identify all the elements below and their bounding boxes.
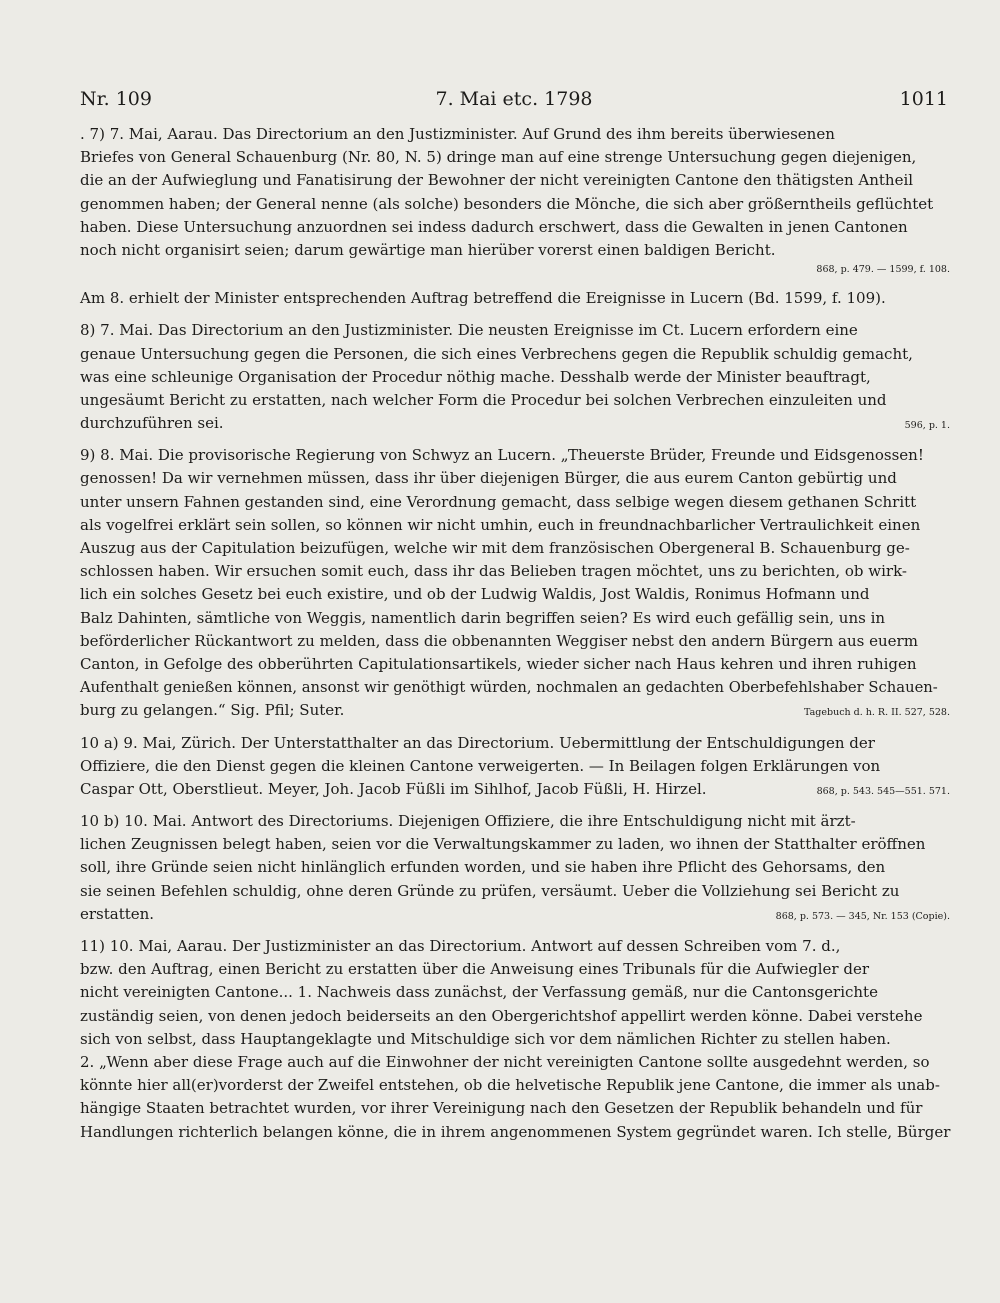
line-text: was eine schleunige Organisation der Procedur nöthig mache. Desshalb werde der Minister beauftragt, (80, 367, 871, 386)
line-text: 10 b) 10. Mai. Antwort des Directoriums. Diejenigen Offiziere, die ihre Entschuldigung nicht mit ärzt- (80, 812, 856, 831)
line-text: 11) 10. Mai, Aarau. Der Justizminister an das Directorium. Antwort auf dessen Schreiben vom 7. d., (80, 937, 841, 955)
text-line (80, 1028, 950, 1051)
text-line (80, 958, 950, 981)
text-line (80, 732, 950, 755)
line-text: die an der Aufwieglung und Fanatisirung der Bewohner der nicht vereinigten Cantone den thätigsten Antheil (80, 171, 914, 190)
line-text: burg zu gelangen.“ Sig. Pfil; Suter. (80, 701, 345, 720)
text-line (80, 630, 950, 653)
text-line (80, 653, 950, 676)
line-text: soll, ihre Gründe seien nicht hinlänglich erfunden worden, und sie haben ihre Pflicht des Gehorsams, den (80, 858, 886, 877)
text-line (80, 514, 950, 537)
source-reference: 868, p. 479. — 1599, f. 108. (816, 264, 950, 276)
line-text: Briefes von General Schauenburg (Nr. 80, N. 5) dringe man auf eine strenge Untersuchung gegen diejenigen, (80, 148, 917, 167)
line-text: sie seinen Befehlen schuldig, ohne deren Gründe zu prüfen, versäumt. Ueber die Vollziehung sei Bericht zu (80, 881, 900, 900)
line-text: Auszug aus der Capitulation beizufügen, welche wir mit dem französischen Obergeneral B. Schauenburg ge- (80, 539, 910, 557)
line-text: genaue Untersuchung gegen die Personen, die sich eines Verbrechens gegen die Republik schuldig gemacht, (80, 344, 913, 363)
line-text: sich von selbst, dass Hauptangeklagte und Mitschuldige sich vor dem nämlichen Richter zu stellen haben. (80, 1029, 891, 1048)
text-line (80, 1005, 950, 1028)
text-line (80, 833, 950, 856)
text-line (80, 169, 950, 192)
text-line (80, 287, 950, 310)
text-line (80, 146, 950, 169)
text-line (80, 239, 950, 262)
line-text: zuständig seien, von denen jedoch beiderseits an den Obergerichtshof appellirt werden könne. Dabei verstehe (80, 1006, 923, 1025)
text-line (80, 1074, 950, 1097)
text-line (80, 216, 950, 239)
source-reference: 596, p. 1. (904, 420, 950, 432)
line-text: bzw. den Auftrag, einen Bericht zu erstatten über die Anweisung eines Tribunals für die Aufwiegler der (80, 960, 870, 979)
text-line (80, 856, 950, 879)
text-line (80, 880, 950, 903)
text-line (80, 1051, 950, 1074)
line-text: Aufenthalt genießen können, ansonst wir genöthigt würden, nochmalen an gedachten Oberbefehlshaber Schauen- (80, 679, 938, 697)
text-line (80, 491, 950, 514)
source-reference: 868, p. 573. — 345, Nr. 153 (Copie). (775, 910, 950, 922)
line-text: durchzuführen sei. (80, 414, 224, 433)
line-text: lich ein solches Gesetz bei euch existire, und ob der Ludwig Waldis, Jost Waldis, Ronimus Hofmann und (80, 585, 870, 604)
source-reference: 868, p. 543. 545—551. 571. (816, 785, 950, 797)
line-text: könnte hier all(er)vorderst der Zweifel entstehen, ob die helvetische Republik jene Cantone, die immer als unab- (80, 1076, 940, 1095)
document-body (80, 123, 950, 1144)
line-text: ungesäumt Bericht zu erstatten, nach welcher Form die Procedur bei solchen Verbrechen einzuleiten und (80, 390, 887, 409)
line-text: 2. „Wenn aber diese Frage auch auf die Einwohner der nicht vereinigten Cantone sollte ausgedehnt werden, so (80, 1052, 930, 1071)
line-text: schlossen haben. Wir ersuchen somit euch, dass ihr das Belieben tragen möchtet, uns zu berichten, ob wirk- (80, 562, 907, 581)
text-line (80, 699, 950, 722)
line-text: Balz Dahinten, sämtliche von Weggis, namentlich darin begriffen seien? Es wird euch gefällig sein, uns in (80, 608, 886, 627)
line-text: genommen haben; der General nenne (als solche) besonders die Mönche, die sich aber größerntheils geflüchtet (80, 194, 934, 213)
line-text: . 7) 7. Mai, Aarau. Das Directorium an den Justizminister. Auf Grund des ihm bereits überwiesenen (80, 125, 835, 143)
line-text: 10 a) 9. Mai, Zürich. Der Unterstatthalter an das Directorium. Uebermittlung der Entschuldigungen der (80, 733, 875, 752)
text-line (80, 935, 950, 958)
text-line (80, 193, 950, 216)
text-line (80, 123, 950, 146)
text-line (80, 583, 950, 606)
text-line (80, 560, 950, 583)
text-line (80, 262, 950, 278)
text-line (80, 1121, 950, 1144)
line-text: nicht vereinigten Cantone... 1. Nachweis dass zunächst, der Verfassung gemäß, nur die Cantonsgerichte (80, 983, 878, 1002)
text-line (80, 778, 950, 801)
document-number: Nr. 109 (80, 88, 152, 110)
text-line (80, 903, 950, 926)
line-text: Offiziere, die den Dienst gegen die kleinen Cantone verweigerten. — In Beilagen folgen Erklärungen von (80, 756, 881, 775)
text-line (80, 981, 950, 1004)
line-text: haben. Diese Untersuchung anzuordnen sei indess dadurch erschwert, dass die Gewalten in jenen Cantonen (80, 217, 908, 236)
text-line (80, 607, 950, 630)
text-line (80, 343, 950, 366)
text-line (80, 412, 950, 435)
line-text: als vogelfrei erklärt sein sollen, so können wir nicht umhin, euch in freundnachbarlicher Vertraulichkeit einen (80, 515, 921, 534)
line-text: beförderlicher Rückantwort zu melden, dass die obbenannten Weggiser nebst den andern Bürgern aus euerm (80, 631, 918, 650)
page-header (80, 88, 948, 118)
text-line (80, 444, 950, 467)
text-line (80, 537, 950, 560)
page-number: 1011 (899, 88, 948, 110)
line-text: Handlungen richterlich belangen könne, die in ihrem angenommenen System gegründet waren. Ich stelle, Bürger (80, 1122, 951, 1141)
running-title: 7. Mai etc. 1798 (435, 88, 593, 110)
line-text: genossen! Da wir vernehmen müssen, dass ihr über diejenigen Bürger, die aus eurem Canton gebürtig und (80, 469, 897, 488)
text-line (80, 389, 950, 412)
line-text: 8) 7. Mai. Das Directorium an den Justizminister. Die neusten Ereignisse im Ct. Lucern erfordern eine (80, 321, 858, 340)
text-line (80, 319, 950, 342)
text-line (80, 366, 950, 389)
text-line (80, 467, 950, 490)
line-text: lichen Zeugnissen belegt haben, seien vor die Verwaltungskammer zu laden, wo ihnen der Statthalter eröffnen (80, 835, 926, 854)
line-text: hängige Staaten betrachtet wurden, vor ihrer Vereinigung nach den Gesetzen der Republik behandeln und für (80, 1099, 923, 1118)
line-text: Canton, in Gefolge des obberührten Capitulationsartikels, wieder sicher nach Haus kehren und ihren ruhigen (80, 654, 917, 673)
line-text: 9) 8. Mai. Die provisorische Regierung von Schwyz an Lucern. „Theuerste Brüder, Freunde und Eidsgenossen! (80, 446, 924, 465)
text-line (80, 676, 950, 699)
line-text: Caspar Ott, Oberstlieut. Meyer, Joh. Jacob Füßli im Sihlhof, Jacob Füßli, H. Hirzel. (80, 779, 707, 798)
line-text: noch nicht organisirt seien; darum gewärtige man hierüber vorerst einen baldigen Bericht. (80, 240, 776, 259)
source-reference: Tagebuch d. h. R. II. 527, 528. (804, 707, 950, 719)
text-line (80, 1097, 950, 1120)
line-text: Am 8. erhielt der Minister entsprechenden Auftrag betreffend die Ereignisse in Lucern (Bd. 1599, f. 109). (80, 289, 886, 308)
text-line (80, 755, 950, 778)
text-line (80, 810, 950, 833)
line-text: unter unsern Fahnen gestanden sind, eine Verordnung gemacht, dass selbige wegen diesem gethanen Schritt (80, 492, 917, 511)
line-text: erstatten. (80, 904, 155, 923)
